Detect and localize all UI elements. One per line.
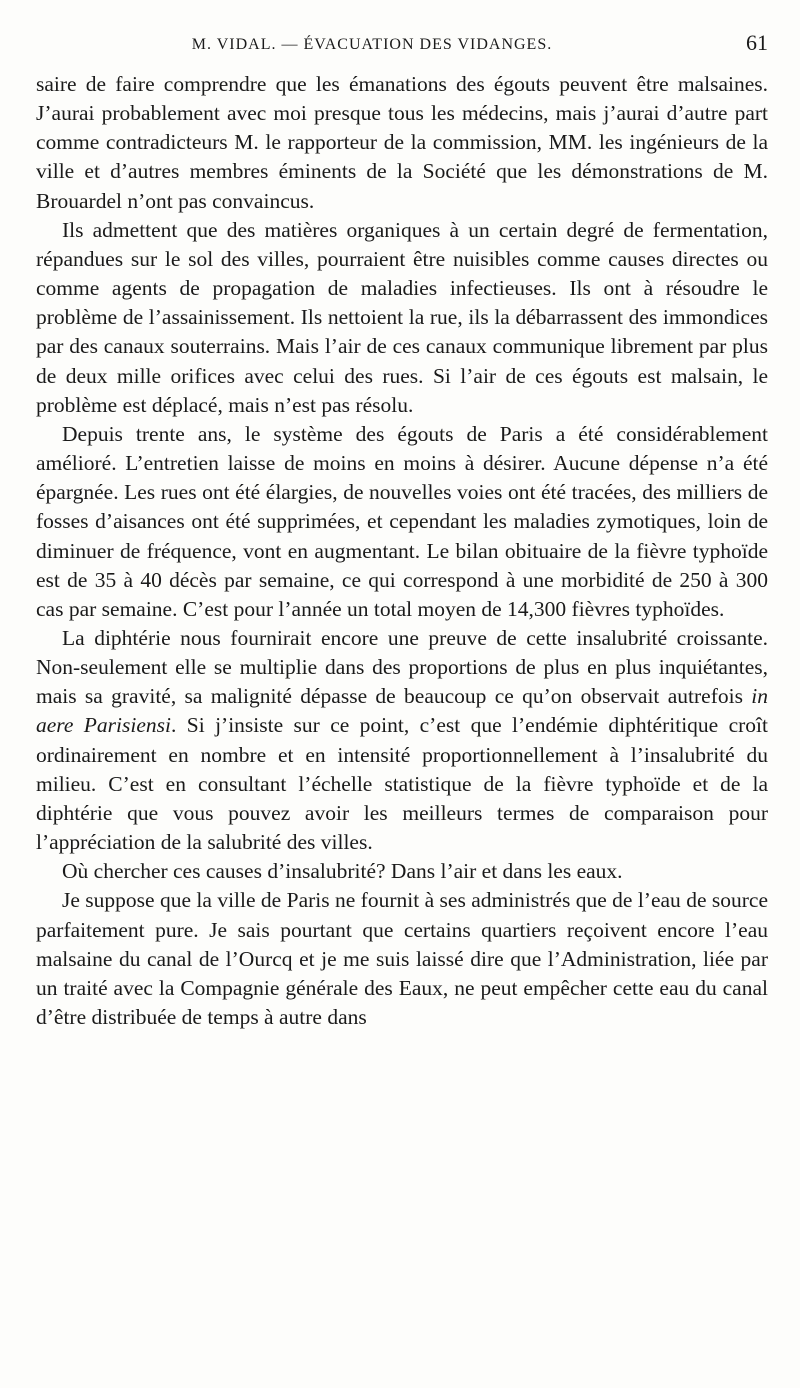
paragraph-4 <box>36 624 768 857</box>
page-number: 61 <box>746 30 768 55</box>
paragraph-4-text-after: . Si j’insiste sur ce point, c’est que l’endémie diphtéritique croît ordinairement en nombre et en intensité proportionnellement à l’insalubrité du milieu. C’est en consultant l’échelle statistique de la fièvre typhoïde et de la diphtérie que vous pouvez avoir les meilleurs termes de comparaison pour l’appréciation de la salubrité des villes. <box>36 713 769 855</box>
paragraph-5: Où chercher ces causes d’insalubrité? Dans l’air et dans les eaux. <box>62 859 623 884</box>
body-text <box>36 70 768 1032</box>
latin-phrase: in aere Parisiensi <box>36 684 768 738</box>
running-head <box>36 30 768 60</box>
running-title: M. VIDAL. — ÉVACUATION DES VIDANGES. <box>191 36 553 53</box>
paragraph-4-text-before: La diphtérie nous fournirait encore une preuve de cette insalubrité croissante. Non-seulement elle se multiplie dans des proportions de plus en plus inquiétantes, mais sa gravité, sa malignité dépasse de beaucoup ce qu’on observait autrefois <box>36 625 768 709</box>
paragraph-6: Je suppose que la ville de Paris ne fournit à ses administrés que de l’eau de source parfaitement pure. Je sais pourtant que certains quartiers reçoivent encore l’eau malsaine du canal de l’Ourcq et je me suis laissé dire que l’Administration, liée par un traité avec la Compagnie générale des Eaux, ne peut empêcher cette eau du canal d’être distribuée de temps à autre dans <box>36 888 768 1029</box>
paragraph-1: saire de faire comprendre que les émanations des égouts peuvent être malsaines. J’aurai probablement avec moi presque tous les médecins, mais j’aurai d’autre part comme contradicteurs M. le rapporteur de la commission, MM. les ingénieurs de la ville et d’autres membres éminents de la Société que les démonstrations de M. Brouardel n’ont pas convaincus. <box>36 72 768 213</box>
paragraph-3: Depuis trente ans, le système des égouts de Paris a été considérablement amélioré. L’entretien laisse de moins en moins à désirer. Aucune dépense n’a été épargnée. Les rues ont été élargies, de nouvelles voies ont été tracées, des milliers de fosses d’aisances ont été supprimées, et cependant les maladies zymotiques, loin de diminuer de fréquence, vont en augmentant. Le bilan obituaire de la fièvre typhoïde est de 35 à 40 décès par semaine, ce qui correspond à une morbidité de 250 à 300 cas par semaine. C’est pour l’année un total moyen de 14,300 fièvres typhoïdes. <box>36 421 768 621</box>
paragraph-2: Ils admettent que des matières organiques à un certain degré de fermentation, répandues sur le sol des villes, pourraient être nuisibles comme causes directes ou comme agents de propagation de maladies infectieuses. Ils ont à résoudre le problème de l’assainissement. Ils nettoient la rue, ils la débarrassent des immondices par des canaux souterrains. Mais l’air de ces canaux communique librement par plus de deux mille orifices avec celui des rues. Si l’air de ces égouts est malsain, le problème est déplacé, mais n’est pas résolu. <box>36 217 768 417</box>
